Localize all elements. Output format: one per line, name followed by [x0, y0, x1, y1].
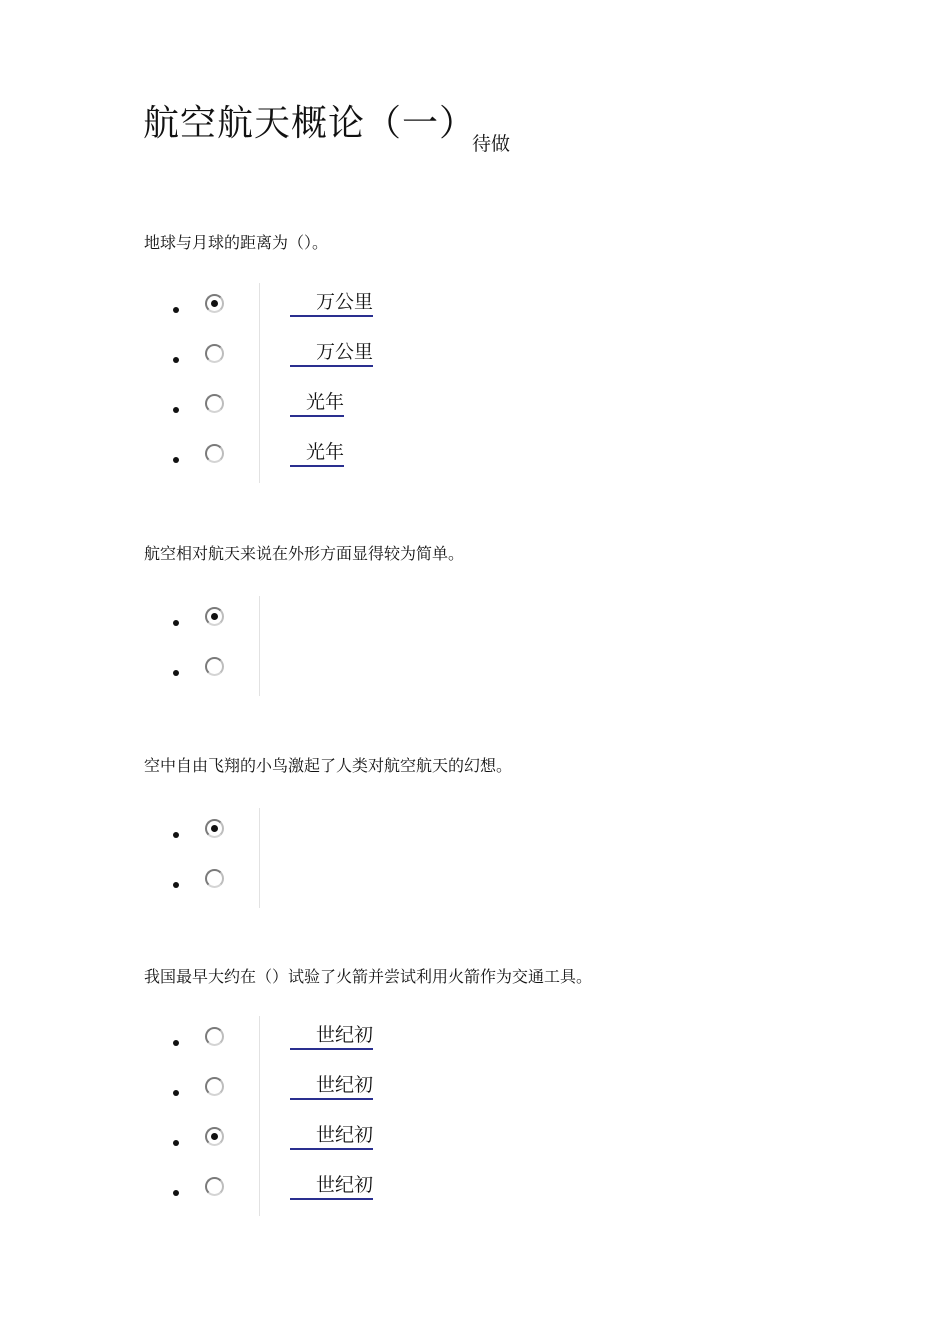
- divider: [259, 1066, 260, 1116]
- option-link[interactable]: 光年: [290, 439, 344, 467]
- bullet-icon: [173, 357, 179, 363]
- radio-button-selected[interactable]: [205, 607, 224, 626]
- option-item: [0, 596, 950, 646]
- bullet-icon: [173, 1190, 179, 1196]
- option-item: [0, 858, 950, 908]
- option-item: [0, 1166, 950, 1216]
- divider: [259, 858, 260, 908]
- question-text: 地球与月球的距离为（）。: [144, 233, 329, 252]
- status-label: 待做: [472, 133, 511, 155]
- divider: [259, 596, 260, 646]
- option-item: [0, 433, 950, 483]
- option-link[interactable]: 世纪初: [290, 1072, 373, 1100]
- question-text: 航空相对航天来说在外形方面显得较为简单。: [144, 544, 465, 563]
- option-item: [0, 1016, 950, 1066]
- radio-button-selected[interactable]: [205, 1127, 224, 1146]
- bullet-icon: [173, 457, 179, 463]
- option-item: [0, 1116, 950, 1166]
- radio-button[interactable]: [205, 869, 224, 888]
- bullet-icon: [173, 307, 179, 313]
- bullet-icon: [173, 832, 179, 838]
- divider: [259, 1016, 260, 1066]
- radio-button-selected[interactable]: [205, 819, 224, 838]
- option-link[interactable]: 世纪初: [290, 1172, 373, 1200]
- option-item: [0, 1066, 950, 1116]
- radio-button[interactable]: [205, 1027, 224, 1046]
- divider: [259, 433, 260, 483]
- radio-button[interactable]: [205, 444, 224, 463]
- option-item: [0, 383, 950, 433]
- option-link[interactable]: 光年: [290, 389, 344, 417]
- divider: [259, 333, 260, 383]
- option-list: [0, 283, 950, 483]
- question-text: 我国最早大约在（）试验了火箭并尝试利用火箭作为交通工具。: [144, 967, 593, 986]
- bullet-icon: [173, 1140, 179, 1146]
- option-item: [0, 646, 950, 696]
- option-item: [0, 808, 950, 858]
- option-link[interactable]: 世纪初: [290, 1122, 373, 1150]
- radio-button[interactable]: [205, 657, 224, 676]
- bullet-icon: [173, 407, 179, 413]
- option-item: [0, 283, 950, 333]
- bullet-icon: [173, 1040, 179, 1046]
- divider: [259, 646, 260, 696]
- option-item: [0, 333, 950, 383]
- question-text: 空中自由飞翔的小鸟激起了人类对航空航天的幻想。: [144, 756, 513, 775]
- option-list: [0, 808, 950, 908]
- bullet-icon: [173, 882, 179, 888]
- divider: [259, 1166, 260, 1216]
- divider: [259, 808, 260, 858]
- radio-button[interactable]: [205, 1177, 224, 1196]
- bullet-icon: [173, 620, 179, 626]
- option-link[interactable]: 万公里: [290, 339, 373, 367]
- radio-button-selected[interactable]: [205, 294, 224, 313]
- page-title: 航空航天概论（一）: [143, 103, 477, 144]
- bullet-icon: [173, 670, 179, 676]
- radio-button[interactable]: [205, 394, 224, 413]
- option-list: [0, 596, 950, 696]
- option-list: [0, 1016, 950, 1216]
- option-link[interactable]: 万公里: [290, 289, 373, 317]
- radio-button[interactable]: [205, 1077, 224, 1096]
- divider: [259, 1116, 260, 1166]
- divider: [259, 383, 260, 433]
- option-link[interactable]: 世纪初: [290, 1022, 373, 1050]
- bullet-icon: [173, 1090, 179, 1096]
- radio-button[interactable]: [205, 344, 224, 363]
- divider: [259, 283, 260, 333]
